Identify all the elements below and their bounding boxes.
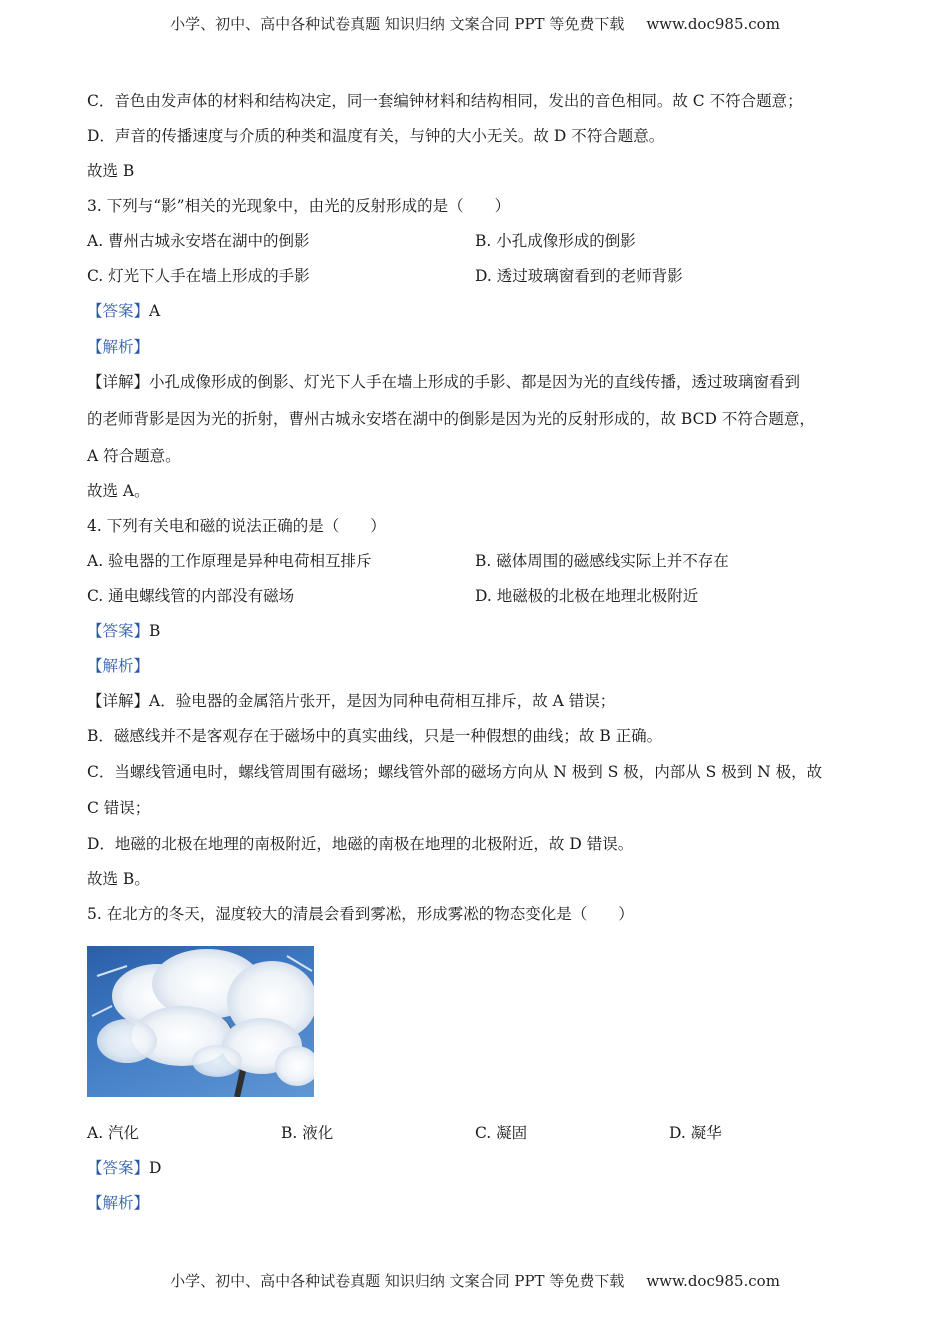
q3-option-d: D. 透过玻璃窗看到的老师背影	[475, 267, 683, 285]
q3-final: 故选 A。	[87, 482, 150, 500]
q4-option-c: C. 通电螺线管的内部没有磁场	[87, 587, 295, 605]
rime-tree-photo	[87, 946, 314, 1097]
q3-stem: 3. 下列与“影”相关的光现象中，由光的反射形成的是（ ）	[87, 197, 511, 215]
q4-option-d: D. 地磁极的北极在地理北极附近	[475, 587, 699, 605]
q5-answer	[87, 1158, 161, 1178]
q2-option-c-explanation: C．音色由发声体的材料和结构决定，同一套编钟材料和结构相同，发出的音色相同。故 C 不符合题意；	[87, 92, 803, 110]
answer-tag: 【答案】	[87, 1159, 150, 1177]
q3-analysis-tag: 【解析】	[87, 338, 150, 356]
q5-analysis-tag: 【解析】	[87, 1194, 150, 1212]
detail-tag: 【详解】	[87, 692, 150, 710]
q4-detail-c-line-2: C 错误；	[87, 799, 151, 817]
header-site[interactable]: www.doc985.com	[646, 15, 780, 33]
rime-tree-illustration	[87, 946, 314, 1097]
q4-detail-c-line-1: C．当螺线管通电时，螺线管周围有磁场；螺线管外部的磁场方向从 N 极到 S 极，内部从 S 极到 N 极，故	[87, 763, 823, 781]
q5-option-c: C. 凝固	[475, 1124, 528, 1142]
answer-value: D	[149, 1159, 162, 1177]
answer-value: A	[149, 302, 161, 320]
q3-option-a: A. 曹州古城永安塔在湖中的倒影	[87, 232, 310, 250]
q4-detail-a	[87, 691, 615, 711]
q3-option-b: B. 小孔成像形成的倒影	[475, 232, 636, 250]
q4-final: 故选 B。	[87, 870, 150, 888]
q3-answer	[87, 301, 160, 321]
answer-value: B	[149, 622, 161, 640]
q4-detail-b: B．磁感线并不是客观存在于磁场中的真实曲线，只是一种假想的曲线；故 B 正确。	[87, 727, 663, 745]
page-footer	[0, 1270, 950, 1291]
q2-option-d-explanation: D．声音的传播速度与介质的种类和温度有关，与钟的大小无关。故 D 不符合题意。	[87, 127, 665, 145]
q3-detail-line-2: 的老师背影是因为光的折射，曹州古城永安塔在湖中的倒影是因为光的反射形成的，故 BCD 不符合题意，	[87, 410, 815, 428]
footer-site[interactable]: www.doc985.com	[646, 1272, 780, 1290]
header-text: 小学、初中、高中各种试卷真题 知识归纳 文案合同 PPT 等免费下载	[170, 15, 625, 33]
q5-option-b: B. 液化	[281, 1124, 334, 1142]
q4-option-a: A. 验电器的工作原理是异种电荷相互排斥	[87, 552, 372, 570]
footer-text: 小学、初中、高中各种试卷真题 知识归纳 文案合同 PPT 等免费下载	[170, 1272, 625, 1290]
q3-detail-line-3: A 符合题意。	[87, 447, 181, 465]
page-header	[0, 13, 950, 34]
detail-text: A．验电器的金属箔片张开，是因为同种电荷相互排斥，故 A 错误；	[149, 692, 616, 710]
detail-tag: 【详解】	[87, 373, 150, 391]
detail-text: 小孔成像形成的倒影、灯光下人手在墙上形成的手影、都是因为光的直线传播，透过玻璃窗看到	[149, 373, 801, 391]
q2-final: 故选 B	[87, 162, 135, 180]
q4-detail-d: D．地磁的北极在地理的南极附近，地磁的南极在地理的北极附近，故 D 错误。	[87, 835, 634, 853]
q5-stem: 5. 在北方的冬天，湿度较大的清晨会看到雾凇，形成雾凇的物态变化是（ ）	[87, 905, 634, 923]
q4-answer	[87, 621, 160, 641]
q4-analysis-tag: 【解析】	[87, 657, 150, 675]
q5-option-a: A. 汽化	[87, 1124, 140, 1142]
q5-option-d: D. 凝华	[669, 1124, 722, 1142]
q4-option-b: B. 磁体周围的磁感线实际上并不存在	[475, 552, 729, 570]
answer-tag: 【答案】	[87, 622, 150, 640]
q3-option-c: C. 灯光下人手在墙上形成的手影	[87, 267, 310, 285]
answer-tag: 【答案】	[87, 302, 150, 320]
q3-detail-line-1	[87, 372, 800, 392]
q4-stem: 4. 下列有关电和磁的说法正确的是（ ）	[87, 517, 386, 535]
